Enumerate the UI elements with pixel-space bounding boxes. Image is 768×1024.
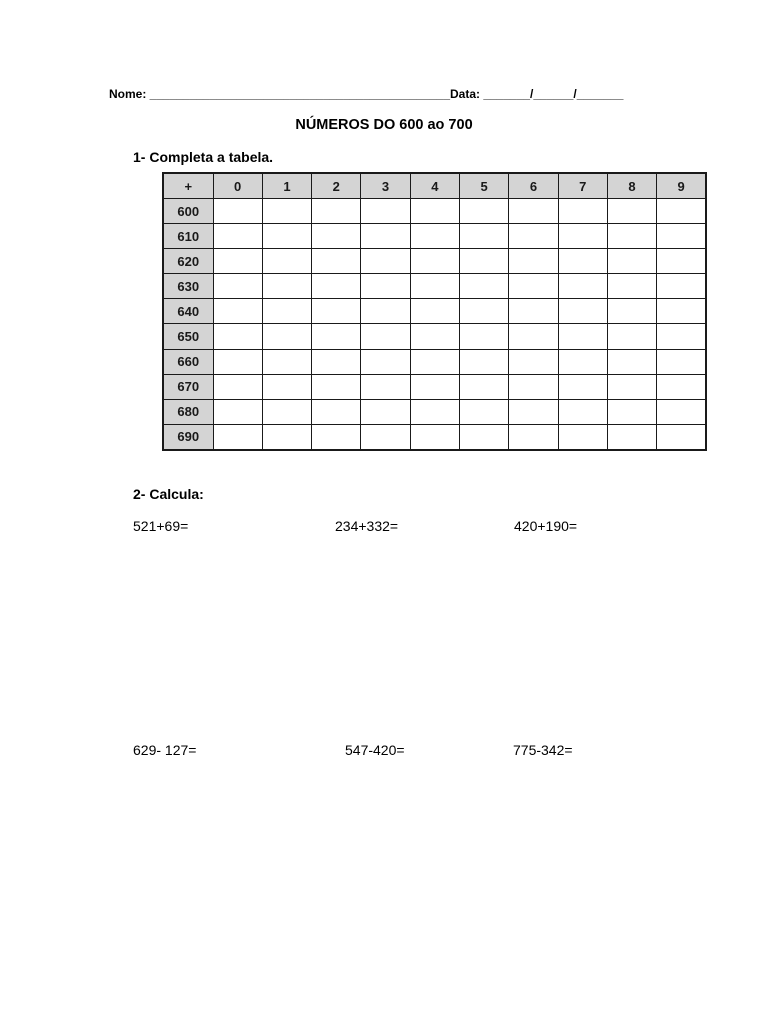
grid-answer-cell[interactable] [509, 224, 558, 249]
grid-answer-cell[interactable] [213, 324, 262, 349]
grid-answer-cell[interactable] [410, 274, 459, 299]
grid-corner-plus: + [163, 173, 213, 199]
grid-answer-cell[interactable] [657, 399, 706, 424]
grid-answer-cell[interactable] [312, 299, 361, 324]
page-title: NÚMEROS DO 600 ao 700 [295, 117, 473, 133]
grid-answer-cell[interactable] [361, 349, 410, 374]
grid-answer-cell[interactable] [361, 399, 410, 424]
grid-answer-cell[interactable] [312, 249, 361, 274]
grid-answer-cell[interactable] [509, 324, 558, 349]
grid-answer-cell[interactable] [459, 399, 508, 424]
grid-answer-cell[interactable] [410, 199, 459, 224]
exercise-3: 420+190= [514, 518, 578, 534]
grid-answer-cell[interactable] [509, 299, 558, 324]
grid-answer-cell[interactable] [558, 349, 607, 374]
grid-row-header: 600 [163, 199, 213, 224]
grid-row-header: 670 [163, 374, 213, 399]
grid-answer-cell[interactable] [312, 224, 361, 249]
grid-answer-cell[interactable] [607, 374, 656, 399]
grid-answer-cell[interactable] [361, 224, 410, 249]
grid-row [163, 224, 706, 249]
grid-answer-cell[interactable] [607, 299, 656, 324]
grid-answer-cell[interactable] [459, 199, 508, 224]
grid-row [163, 299, 706, 324]
grid-answer-cell[interactable] [657, 424, 706, 450]
grid-column-header: 0 [213, 173, 262, 199]
grid-row [163, 374, 706, 399]
grid-answer-cell[interactable] [657, 299, 706, 324]
section-1-heading: 1- Completa a tabela. [133, 149, 274, 165]
grid-answer-cell[interactable] [262, 299, 311, 324]
grid-answer-cell[interactable] [361, 424, 410, 450]
grid-answer-cell[interactable] [459, 274, 508, 299]
grid-row [163, 199, 706, 224]
grid-answer-cell[interactable] [312, 199, 361, 224]
grid-answer-cell[interactable] [213, 224, 262, 249]
grid-row [163, 349, 706, 374]
grid-column-header: 6 [509, 173, 558, 199]
grid-answer-cell[interactable] [262, 249, 311, 274]
grid-answer-cell[interactable] [558, 224, 607, 249]
grid-answer-cell[interactable] [361, 249, 410, 274]
grid-answer-cell[interactable] [459, 374, 508, 399]
grid-answer-cell[interactable] [262, 199, 311, 224]
grid-answer-cell[interactable] [509, 349, 558, 374]
grid-answer-cell[interactable] [509, 424, 558, 450]
grid-answer-cell[interactable] [607, 349, 656, 374]
grid-row [163, 399, 706, 424]
grid-answer-cell[interactable] [262, 274, 311, 299]
grid-row [163, 274, 706, 299]
grid-answer-cell[interactable] [312, 324, 361, 349]
exercise-5: 547-420= [345, 742, 405, 758]
grid-answer-cell[interactable] [607, 399, 656, 424]
grid-row-header: 640 [163, 299, 213, 324]
grid-answer-cell[interactable] [262, 374, 311, 399]
grid-answer-cell[interactable] [262, 399, 311, 424]
grid-answer-cell[interactable] [459, 349, 508, 374]
grid-answer-cell[interactable] [312, 374, 361, 399]
exercise-2: 234+332= [335, 518, 399, 534]
grid-header-row [163, 173, 706, 199]
grid-answer-cell[interactable] [607, 224, 656, 249]
grid-answer-cell[interactable] [657, 249, 706, 274]
grid-answer-cell[interactable] [657, 274, 706, 299]
grid-column-header: 1 [262, 173, 311, 199]
grid-answer-cell[interactable] [361, 299, 410, 324]
grid-answer-cell[interactable] [410, 299, 459, 324]
grid-row-header: 660 [163, 349, 213, 374]
grid-answer-cell[interactable] [459, 299, 508, 324]
grid-answer-cell[interactable] [607, 199, 656, 224]
grid-answer-cell[interactable] [213, 249, 262, 274]
grid-row-header: 630 [163, 274, 213, 299]
grid-row-header: 680 [163, 399, 213, 424]
grid-answer-cell[interactable] [657, 349, 706, 374]
grid-answer-cell[interactable] [410, 324, 459, 349]
grid-row-header: 620 [163, 249, 213, 274]
grid-column-header: 4 [410, 173, 459, 199]
grid-answer-cell[interactable] [410, 349, 459, 374]
grid-answer-cell[interactable] [607, 249, 656, 274]
grid-answer-cell[interactable] [459, 324, 508, 349]
grid-answer-cell[interactable] [312, 424, 361, 450]
grid-row-header: 610 [163, 224, 213, 249]
grid-row-header: 690 [163, 424, 213, 450]
grid-answer-cell[interactable] [607, 274, 656, 299]
grid-answer-cell[interactable] [558, 424, 607, 450]
grid-answer-cell[interactable] [361, 274, 410, 299]
grid-answer-cell[interactable] [509, 399, 558, 424]
grid-answer-cell[interactable] [558, 199, 607, 224]
section-2-heading: 2- Calcula: [133, 486, 204, 502]
grid-answer-cell[interactable] [558, 299, 607, 324]
grid-answer-cell[interactable] [361, 374, 410, 399]
grid-answer-cell[interactable] [312, 274, 361, 299]
name-date-line[interactable]: Nome: _____________________________________________Data: _______/______/_______ [109, 87, 624, 101]
grid-answer-cell[interactable] [213, 424, 262, 450]
grid-row [163, 249, 706, 274]
grid-answer-cell[interactable] [410, 399, 459, 424]
grid-answer-cell[interactable] [410, 249, 459, 274]
grid-answer-cell[interactable] [657, 374, 706, 399]
grid-answer-cell[interactable] [657, 199, 706, 224]
grid-answer-cell[interactable] [213, 374, 262, 399]
grid-column-header: 9 [657, 173, 706, 199]
grid-answer-cell[interactable] [410, 224, 459, 249]
grid-answer-cell[interactable] [558, 324, 607, 349]
grid-column-header: 2 [312, 173, 361, 199]
grid-column-header: 3 [361, 173, 410, 199]
grid-answer-cell[interactable] [361, 324, 410, 349]
grid-answer-cell[interactable] [459, 224, 508, 249]
grid-answer-cell[interactable] [459, 249, 508, 274]
grid-answer-cell[interactable] [262, 324, 311, 349]
grid-answer-cell[interactable] [509, 274, 558, 299]
grid-answer-cell[interactable] [607, 324, 656, 349]
grid-answer-cell[interactable] [558, 249, 607, 274]
grid-answer-cell[interactable] [509, 374, 558, 399]
grid-answer-cell[interactable] [657, 324, 706, 349]
grid-answer-cell[interactable] [262, 349, 311, 374]
grid-answer-cell[interactable] [410, 424, 459, 450]
grid-answer-cell[interactable] [213, 274, 262, 299]
grid-answer-cell[interactable] [312, 349, 361, 374]
exercise-4: 629- 127= [133, 742, 197, 758]
exercise-6: 775-342= [513, 742, 573, 758]
grid-answer-cell[interactable] [558, 374, 607, 399]
grid-answer-cell[interactable] [459, 424, 508, 450]
grid-column-header: 7 [558, 173, 607, 199]
grid-column-header: 5 [459, 173, 508, 199]
grid-answer-cell[interactable] [410, 374, 459, 399]
grid-answer-cell[interactable] [361, 199, 410, 224]
grid-answer-cell[interactable] [262, 224, 311, 249]
grid-row-header: 650 [163, 324, 213, 349]
grid-row [163, 324, 706, 349]
grid-answer-cell[interactable] [509, 199, 558, 224]
exercise-1: 521+69= [133, 518, 189, 534]
grid-row [163, 424, 706, 450]
grid-answer-cell[interactable] [607, 424, 656, 450]
grid-column-header: 8 [607, 173, 656, 199]
grid-answer-cell[interactable] [213, 199, 262, 224]
addition-grid-table [162, 172, 707, 451]
grid-answer-cell[interactable] [509, 249, 558, 274]
grid-answer-cell[interactable] [558, 399, 607, 424]
grid-answer-cell[interactable] [657, 224, 706, 249]
grid-answer-cell[interactable] [558, 274, 607, 299]
grid-answer-cell[interactable] [262, 424, 311, 450]
grid-answer-cell[interactable] [213, 299, 262, 324]
grid-answer-cell[interactable] [213, 399, 262, 424]
grid-answer-cell[interactable] [312, 399, 361, 424]
grid-answer-cell[interactable] [213, 349, 262, 374]
